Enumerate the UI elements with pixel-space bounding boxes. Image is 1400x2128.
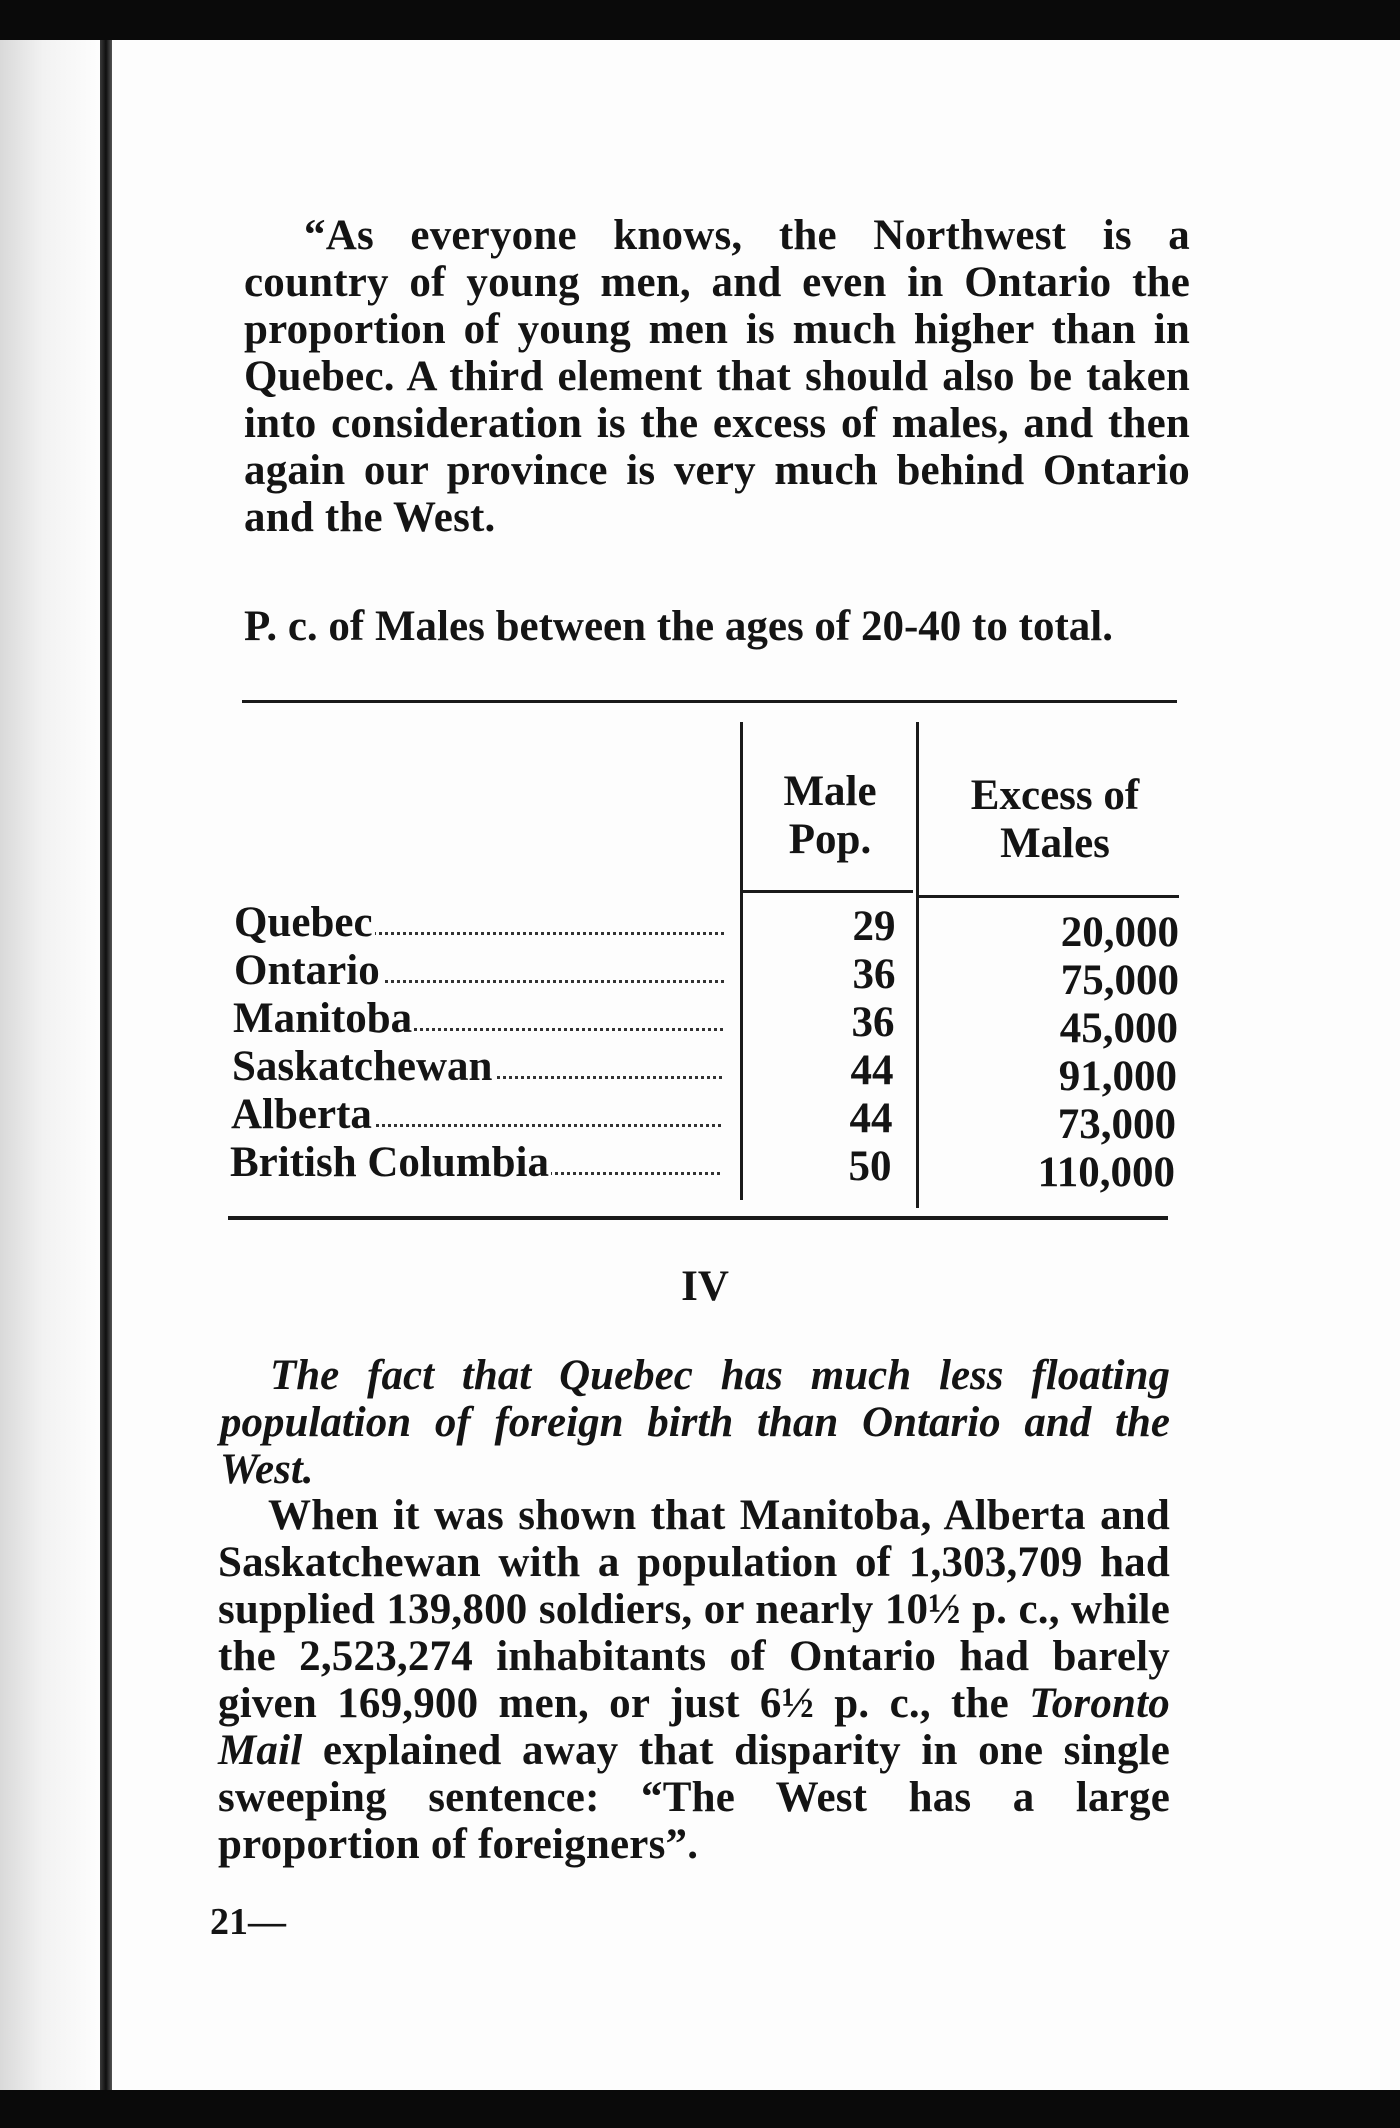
table-bottom-rule [228,1216,1168,1220]
excess-header-rule [919,895,1179,898]
section-subtitle: The fact that Quebec has much less floating population of foreign birth than Ontario and the West. [220,1352,1170,1493]
province-name: Alberta [231,1091,372,1138]
excess-males-value: 45,000 [1059,1005,1178,1052]
excess-males-value: 73,000 [1057,1101,1176,1148]
intro-paragraph: “As everyone knows, the Northwest is a country of young men, and even in Ontario the proportion of young men is much higher than in Quebec. A third element that should also be taken into consideration is the excess of males, and then again our province is very much behind Ontario and the West. [244,212,1190,541]
excess-males-value: 20,000 [1060,909,1179,956]
table-caption: P. c. of Males between the ages of 20-40 to total. [244,603,1113,650]
table-column-divider-1 [740,722,743,1200]
province-name: Saskatchewan [232,1043,493,1090]
province-name: Manitoba [233,995,413,1042]
column-header-excess-of-males: Excess of Males [970,772,1140,867]
column-header-male-pop: Male Pop. [783,768,877,863]
excess-males-value: 75,000 [1060,957,1179,1004]
male-pop-value: 36 [851,999,895,1046]
excess-males-value: 91,000 [1058,1053,1177,1100]
male-pop-value: 50 [848,1143,892,1190]
male-pop-value: 44 [850,1047,894,1094]
section-number: IV [681,1263,729,1310]
newspaper-title: Toronto Mail [218,1680,1170,1774]
book-spine-gutter [100,40,112,2090]
body-paragraph: When it was shown that Manitoba, Alberta and Saskatchewan with a population of 1,303,709 had supplied 139,800 soldiers, or nearly 10½ p. c., while the 2,523,274 inhabitants of Ontario had barely given 169,900 men, or just 6½ p. c., the Toronto Mail explained away that disparity in one single sweeping sentence: “The West has a large proportion of foreigners”. [218,1492,1170,1868]
table-top-rule [242,700,1177,703]
province-name: Ontario [234,947,380,994]
male-pop-header-rule [743,890,913,893]
facing-page-edge [0,40,108,2090]
province-name: Quebec [234,899,373,946]
excess-males-value: 110,000 [1037,1149,1175,1196]
male-pop-value: 36 [852,951,896,998]
page-folio: 21— [210,1901,286,1943]
province-name: British Columbia [230,1139,549,1186]
male-pop-value: 29 [852,903,896,950]
male-pop-value: 44 [849,1095,893,1142]
